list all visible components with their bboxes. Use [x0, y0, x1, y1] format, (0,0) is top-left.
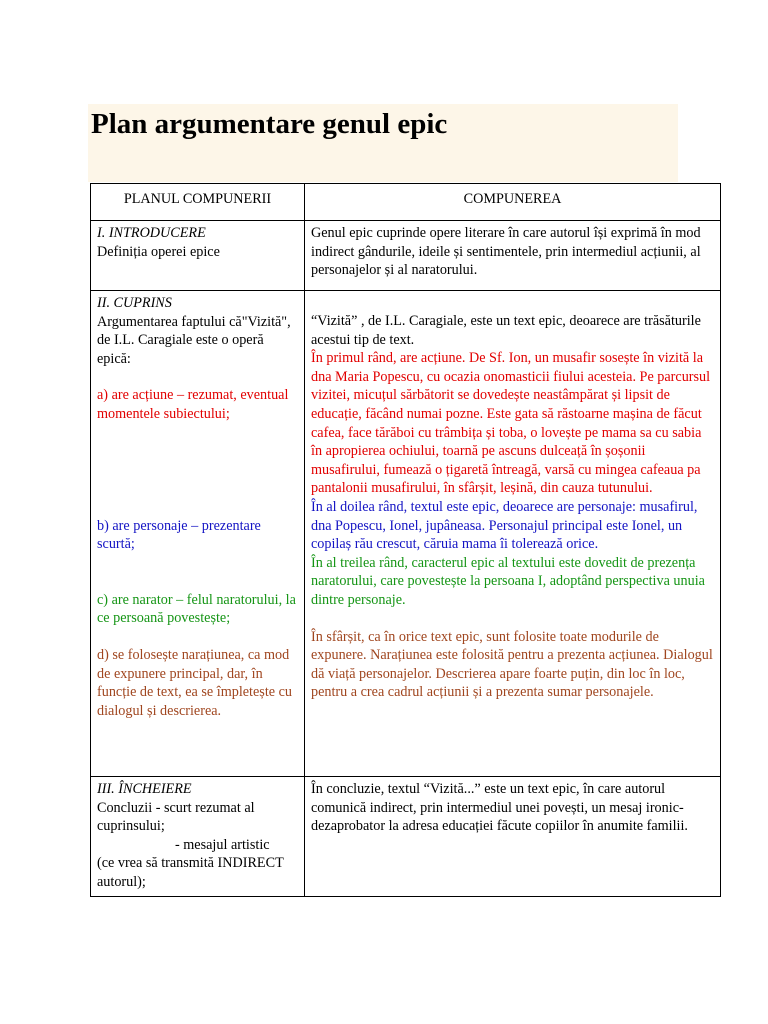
cuprins-text-narrator: În al treilea rând, caracterul epic al textului este dovedit de prezența naratorului, care povestește la persoana I, adoptând perspectiva unuia dintre personaje. — [311, 554, 705, 608]
plan-cell-cuprins — [91, 291, 305, 777]
header-composition: COMPUNEREA — [305, 184, 721, 221]
incheiere-item-intent: (ce vrea să transmită INDIRECT autorul); — [97, 855, 284, 890]
composition-plan-table — [90, 183, 721, 897]
composition-cell-cuprins — [305, 291, 721, 777]
point-b-characters: b) are personaje – prezentare scurtă; — [97, 517, 261, 553]
incheiere-item-message: - mesajul artistic — [175, 836, 270, 853]
introduction-text: Genul epic cuprinde opere literare în care autorul își exprimă în mod indirect gândurile, ideile și sentimentele, prin intermediul acțiunii, al personajelor și al naratorului. — [311, 225, 701, 279]
cuprins-text-intro: “Vizită” , de I.L. Caragiale, este un text epic, deoarece are trăsăturile acestui tip de text. — [311, 313, 701, 348]
plan-cell-introduction — [91, 221, 305, 291]
page-title: Plan argumentare genul epic — [91, 108, 448, 140]
point-a-action: a) are acțiune – rezumat, eventual momentele subiectului; — [97, 387, 289, 422]
cuprins-text-action: În primul rând, are acțiune. De Sf. Ion, un musafir sosește în vizită la dna Maria Popescu, cu ocazia onomasticii fiului acesteia. Pe parcursul vizitei, micuțul sărbătorit se dovedește neastâmpărat și lipsit de educație, făcând numai pozne. Este gata să răstoarne mașina de făcut cafea, face tărăboi cu trâmbița și toba, o lovește pe mama sa cu sabia în apropierea ochiului, toarnă pe ascuns dulceață în șoșonii musafirului, fumează o țigaretă întreagă, varsă cu mingea cafeaua pa pantalonii musafirului, în sfârșit, leșină, din cauza tutunului. — [311, 350, 711, 497]
section-heading-cuprins: II. CUPRINS — [97, 295, 172, 311]
cuprins-text-modes: În sfârșit, ca în orice text epic, sunt folosite toate modurile de expunere. Narațiunea este folosită pentru a prezenta acțiunea. Dialogul dă viață personajelor. Descrierea apare foarte puțin, din loc în loc, pentru a crea cadrul acțiunii și a prezenta sumar personajele. — [311, 628, 713, 701]
table-row-introduction — [91, 221, 721, 291]
incheiere-text: În concluzie, textul “Vizită...” este un text epic, în care autorul comunică indirect, prin intermediul unei povești, un mesaj ironic-dezaprobator la adresa educației făcute copiilor în anumite familii. — [311, 781, 688, 835]
introduction-item: Definiția operei epice — [97, 243, 220, 260]
table-row-cuprins — [91, 291, 721, 777]
table-header-row — [91, 184, 721, 221]
point-c-narrator: c) are narator – felul naratorului, la ce persoană povestește; — [97, 591, 296, 627]
cuprins-intro: Argumentarea faptului că"Vizită", de I.L. Caragiale este o operă epică: — [97, 313, 291, 367]
composition-cell-introduction — [305, 221, 721, 291]
section-heading-incheiere: III. ÎNCHEIERE — [97, 781, 192, 797]
header-plan: PLANUL COMPUNERII — [91, 184, 305, 221]
plan-cell-incheiere — [91, 777, 305, 897]
cuprins-text-characters: În al doilea rând, textul este epic, deoarece are personaje: musafirul, dna Popescu, Ionel, jupâneasa. Personajul principal este Ionel, un copilaș rău crescut, căruia mama îi tolerează orice. — [311, 498, 698, 553]
point-d-narration: d) se folosește narațiunea, ca mod de expunere principal, dar, în funcție de text, ea se împletește cu dialogul și descrierea. — [97, 646, 292, 719]
section-heading-introduction: I. INTRODUCERE — [97, 225, 206, 241]
table-row-incheiere — [91, 777, 721, 897]
incheiere-item-conclusion: Concluzii - scurt rezumat al cuprinsului; — [97, 799, 255, 835]
composition-cell-incheiere — [305, 777, 721, 897]
